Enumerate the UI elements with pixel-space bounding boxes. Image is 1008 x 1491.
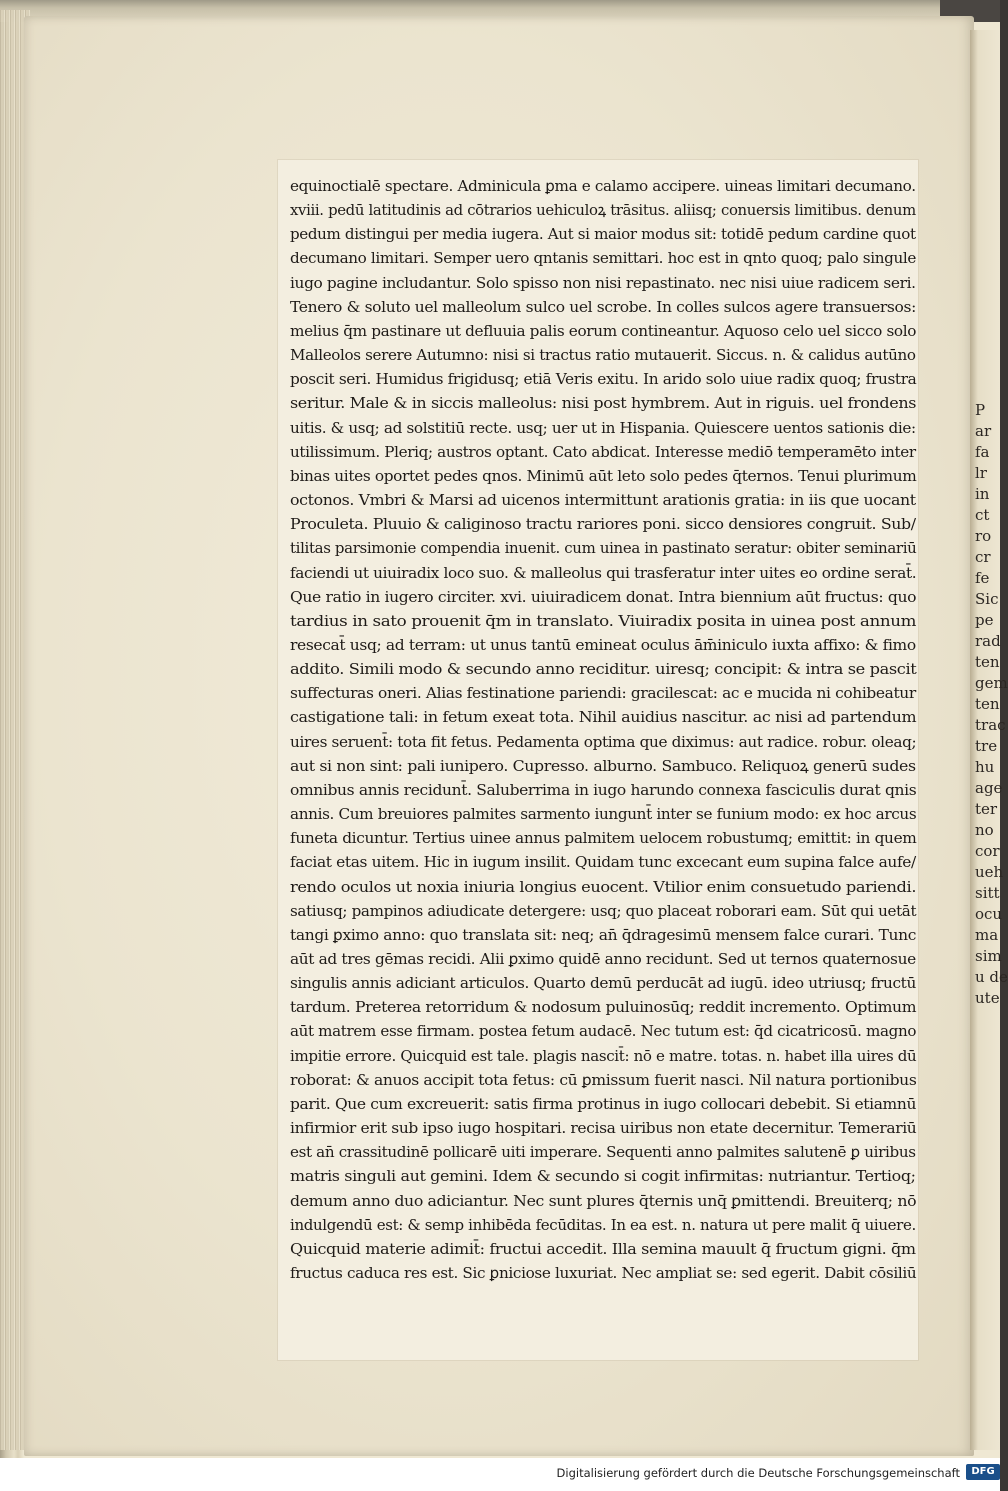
text-line: matris singuli aut gemini. Idem & secundo si cogit infirmitas: nutriantur. Tertioq; — [290, 1167, 916, 1186]
facing-page-fragment: gem — [975, 674, 1008, 692]
text-line: decumano limitari. Semper uero qntanis semittari. hoc est in qnto quoq; palo singule — [290, 249, 917, 268]
funding-credit: Digitalisierung gefördert durch die Deutsche Forschungsgemeinschaft — [556, 1466, 960, 1480]
facing-page-fragment: ute — [975, 989, 1000, 1007]
text-line: omnibus annis recidunt̄. Saluberrima in iugo harundo connexa fasciculis durat qnis — [290, 780, 917, 799]
text-line: poscit seri. Humidus frigidusq; etiā Veris exitu. In arido solo uiue radix quoq; frustra — [290, 370, 917, 389]
facing-page-fragment: cor — [975, 842, 1000, 860]
facing-page-fragment: no — [975, 821, 994, 839]
text-line: infirmior erit sub ipso iugo hospitari. recisa uiribus non etate decernitur. Temerariū — [290, 1119, 917, 1138]
text-line: tardius in sato prouenit q̄m in translato. Viuiradix posita in uinea post annum — [290, 611, 917, 630]
text-line: resecat̄ usq; ad terram: ut unus tantū emineat oculus ām̄iniculo iuxta affixo: & fimo — [290, 635, 916, 654]
text-line: pedum distingui per media iugera. Aut si maior modus sit: totidē pedum cardine quot — [290, 225, 916, 244]
facing-page-fragment: ar — [975, 422, 992, 440]
text-line: uitis. & usq; ad solstitiū recte. usq; uer ut in Hispania. Quiescere uentos sationis die: — [290, 418, 916, 437]
text-line: aut si non sint: pali iunipero. Cupresso. alburno. Sambuco. Reliquoꝝ generū sudes — [290, 756, 916, 775]
facing-page-fragment: pe — [975, 611, 994, 629]
facing-page-fragment: fa — [975, 443, 990, 461]
text-line: xviii. pedū latitudinis ad cōtrarios uehiculoꝝ trāsitus. aliisq; conuersis limitibus. denum — [290, 201, 916, 220]
text-line: roborat: & anuos accipit tota fetus: cū ꝑmissum fuerit nasci. Nil natura portionibus — [290, 1070, 917, 1089]
text-line: faciat etas uitem. Hic in iugum insilit. Quidam tunc excecant eum supina falce aufe/ — [290, 853, 916, 872]
facing-page-fragment: age — [975, 779, 1003, 797]
facing-page-fragment: in — [975, 485, 990, 503]
facing-page-fragment: sim — [975, 947, 1002, 965]
text-line: impitie errore. Quicquid est tale. plagis nascit̄: nō e matre. totas. n. habet illa uires dū — [290, 1046, 917, 1065]
text-line: satiusq; pampinos adiudicate detergere: usq; quo placeat roborari eam. Sūt qui uetāt — [290, 901, 917, 920]
text-line: castigatione tali: in fetum exeat tota. Nihil auidius nascitur. ac nisi ad partendum — [290, 708, 917, 727]
facing-page-fragment: Sic — [975, 590, 999, 608]
facing-page-fragment: ocu — [975, 905, 1003, 923]
facing-page-fragment: hu — [975, 758, 995, 776]
text-line: demum anno duo adiciantur. Nec sunt plures q̄ternis unq̄ ꝑmittendi. Breuiterq; nō — [290, 1191, 917, 1210]
facing-page-fragment: fe — [975, 569, 990, 587]
text-line: tilitas parsimonie compendia inuenit. cum uinea in pastinato seratur: obiter seminariū — [290, 539, 917, 558]
text-line: rendo oculos ut noxia iniuria longius euocent. Vtilior enim consuetudo pariendi. — [290, 877, 917, 896]
text-line: Proculeta. Pluuio & caliginoso tractu rariores poni. sicco densiores congruit. Sub/ — [290, 515, 916, 534]
text-line: aūt matrem esse firmam. postea fetum audacē. Nec tutum est: q̄d cicatricosū. magno — [290, 1022, 917, 1041]
facing-page-fragment: cr — [975, 548, 991, 566]
text-line: tardum. Preterea retorridum & nodosum puluinosūq; reddit incremento. Optimum — [290, 998, 917, 1017]
facing-page-fragment: ro — [975, 527, 992, 545]
facing-page-text-fragments — [975, 400, 1008, 1020]
facing-page-fragment: u de — [975, 968, 1008, 986]
facing-page-fragment: ten — [975, 653, 1000, 671]
text-line: parit. Que cum excreuerit: satis firma protinus in iugo collocari debebit. Si etiamnū — [290, 1094, 917, 1113]
text-line: equinoctialē spectare. Adminicula ꝑma e calamo accipere. uineas limitari decumano. — [290, 177, 916, 195]
text-line: faciendi ut uiuiradix loco suo. & malleolus qui trasferatur inter uites eo ordine serat̄. — [290, 563, 917, 582]
text-line: iugo pagine includantur. Solo spisso non nisi repastinato. nec nisi uiue radicem seri. — [290, 273, 916, 292]
text-line: aūt ad tres gēmas recidi. Alii ꝑximo quidē anno recidunt. Sed ut ternos quaternosue — [290, 950, 916, 968]
text-line: Que ratio in iugero circiter. xvi. uiuiradicem donat. Intra biennium aūt fructus: quo — [290, 587, 917, 606]
text-line: addito. Simili modo & secundo anno reciditur. uiresq; concipit: & intra se pascit — [290, 660, 917, 679]
text-line: est an̄ crassitudinē pollicarē uiti imperare. Sequenti anno palmites salutenē ꝑ uiribus — [290, 1143, 916, 1162]
text-line: annis. Cum breuiores palmites sarmento iungunt̄ inter se funium modo: ex hoc arcus — [290, 805, 917, 824]
text-line: Quicquid materie adimit̄: fructui accedit. Illa semina mauult q̄ fructum gigni. q̄m — [290, 1239, 916, 1258]
text-line: seritur. Male & in siccis malleolus: nisi post hymbrem. Aut in riguis. uel frondens — [290, 394, 917, 413]
text-line: indulgendū est: & semp inhibēda fecūditas. In ea est. n. natura ut pere malit q̄ uiuere. — [290, 1215, 916, 1234]
text-line: fructus caduca res est. Sic ꝑniciose luxuriat. Nec ampliat se: sed egerit. Dabit cōsiliū — [290, 1264, 917, 1283]
facing-page-fragment: ma — [975, 926, 999, 944]
text-line: Malleolos serere Autumno: nisi si tractus ratio mutauerit. Siccus. n. & calidus autūno — [290, 346, 916, 365]
text-line: utilissimum. Pleriq; austros optant. Cato abdicat. Interesse mediō temperamēto inter — [290, 442, 916, 461]
facing-page-fragment: tre — [975, 737, 998, 755]
text-line: singulis annis adiciant articulos. Quarto demū perducāt ad iugū. ideo utriusq; fructū — [290, 974, 916, 993]
facing-page-fragment: ueh — [975, 863, 1004, 881]
facing-page-fragment: P — [975, 401, 986, 419]
dfg-logo-icon: DFG — [966, 1464, 1000, 1480]
incunable-text-column — [290, 174, 916, 1285]
facing-page-fragment: ct — [975, 506, 990, 524]
text-line: octonos. Vmbri & Marsi ad uicenos intermittunt arationis gratia: in iis que uocant — [290, 491, 916, 510]
facing-page-fragment: trac — [975, 716, 1006, 734]
text-line: tangi ꝑximo anno: quo translata sit: neq; an̄ q̄dragesimū mensem falce curari. Tunc — [290, 925, 917, 944]
facing-page-fragment: ten — [975, 695, 1000, 713]
text-line: Tenero & soluto uel malleolum sulco uel scrobe. In colles sulcos agere transuersos: — [290, 297, 916, 316]
text-line: uires seruent̄: tota fit fetus. Pedamenta optima que diximus: aut radice. robur. oleaq; — [290, 732, 917, 751]
text-line: funeta dicuntur. Tertius uinee annus palmitem uelocem robustumq; emittit: in quem — [290, 829, 917, 848]
facing-page-fragment: sitt — [975, 884, 1000, 902]
facing-page-fragment: rad — [975, 632, 1001, 650]
text-line: suffecturas oneri. Alias festinatione pariendi: gracilescat: ac e mucida ni cohibeatur — [290, 684, 916, 703]
text-line: melius q̄m pastinare ut defluuia palis eorum contineantur. Aquoso celo uel sicco solo — [290, 321, 917, 340]
text-line: binas uites oportet pedes qnos. Minimū aūt leto solo pedes q̄ternos. Tenui plurimum — [290, 466, 917, 485]
facing-page-fragment: ter — [975, 800, 998, 818]
facing-page-fragment: lr — [975, 464, 987, 482]
